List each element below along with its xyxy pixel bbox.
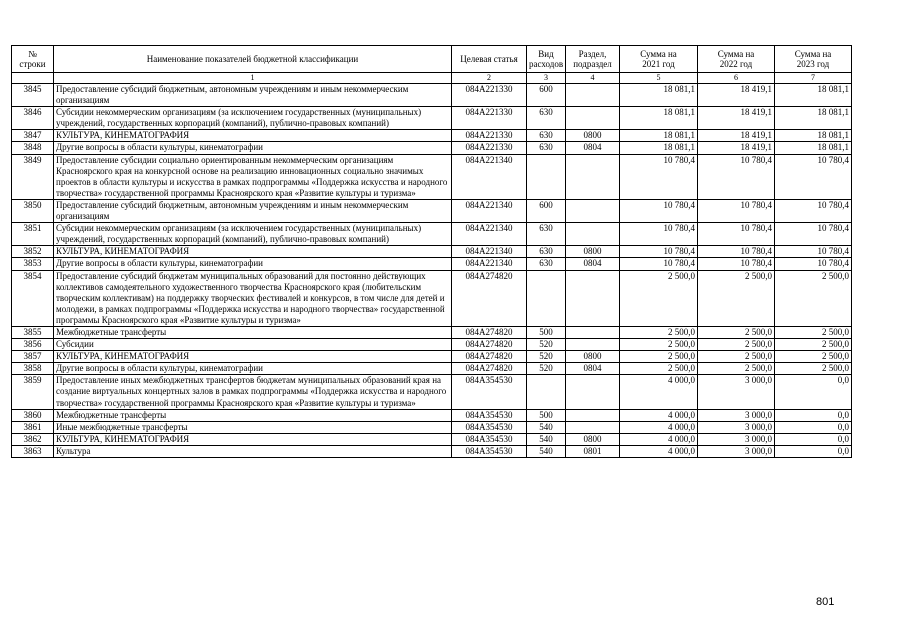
- sum-2022: 10 780,4: [698, 223, 775, 246]
- header-sum-2022: Сумма на 2022 год: [698, 46, 775, 73]
- target-article: 084A221340: [452, 246, 527, 258]
- sum-2022: 3 000,0: [698, 445, 775, 457]
- table-row: [12, 84, 852, 107]
- sum-2021: 18 081,1: [620, 107, 698, 130]
- sum-2022: 18 419,1: [698, 107, 775, 130]
- target-article: 084A354530: [452, 375, 527, 409]
- row-number: 3860: [12, 409, 54, 421]
- section-code: 0804: [566, 258, 620, 270]
- target-article: 084A221340: [452, 199, 527, 222]
- section-code: 0800: [566, 246, 620, 258]
- row-number: 3847: [12, 130, 54, 142]
- header-sum-2021: Сумма на 2021 год: [620, 46, 698, 73]
- table-row: [12, 199, 852, 222]
- sum-2023: 10 780,4: [775, 154, 852, 199]
- sum-2023: 18 081,1: [775, 107, 852, 130]
- target-article: 084A274820: [452, 339, 527, 351]
- section-code: [566, 223, 620, 246]
- section-code: 0801: [566, 445, 620, 457]
- column-number: 1: [54, 73, 452, 84]
- table-row: [12, 246, 852, 258]
- table-row: [12, 351, 852, 363]
- row-name: КУЛЬТУРА, КИНЕМАТОГРАФИЯ: [54, 351, 452, 363]
- expense-kind: 540: [527, 445, 566, 457]
- expense-kind: 630: [527, 107, 566, 130]
- row-number: 3858: [12, 363, 54, 375]
- row-name: Предоставление иных межбюджетных трансфертов бюджетам муниципальных образований края на создание виртуальных концертных залов в рамках подпрограммы «Поддержка искусства и народного творчества» государственной программы Красноярского края «Развитие культуры и туризма»: [54, 375, 452, 409]
- sum-2023: 18 081,1: [775, 84, 852, 107]
- sum-2022: 10 780,4: [698, 258, 775, 270]
- page-number: 801: [816, 596, 835, 608]
- sum-2023: 18 081,1: [775, 142, 852, 154]
- table-row: [12, 421, 852, 433]
- section-code: 0800: [566, 351, 620, 363]
- sum-2023: 0,0: [775, 421, 852, 433]
- table-header-row: [12, 46, 852, 73]
- sum-2021: 2 500,0: [620, 326, 698, 338]
- row-number: 3855: [12, 326, 54, 338]
- row-name: Предоставление субсидии социально ориентированным некоммерческим организациям Красноярского края на конкурсной основе на реализацию инновационных социально значимых проектов в области культуры и искусства в рамках подпрограммы «Поддержка искусства и народного творчества» государственной программы Красноярского края «Развитие культуры и туризма»: [54, 154, 452, 199]
- row-name: Культура: [54, 445, 452, 457]
- sum-2023: 0,0: [775, 445, 852, 457]
- sum-2021: 10 780,4: [620, 199, 698, 222]
- target-article: 084A354530: [452, 445, 527, 457]
- row-number: 3856: [12, 339, 54, 351]
- sum-2021: 4 000,0: [620, 421, 698, 433]
- expense-kind: 500: [527, 326, 566, 338]
- column-number: 7: [775, 73, 852, 84]
- header-name: Наименование показателей бюджетной классификации: [54, 46, 452, 73]
- table-row: [12, 375, 852, 409]
- sum-2023: 18 081,1: [775, 130, 852, 142]
- sum-2023: 10 780,4: [775, 223, 852, 246]
- table-row: [12, 142, 852, 154]
- table-row: [12, 326, 852, 338]
- section-code: 0800: [566, 433, 620, 445]
- expense-kind: 500: [527, 409, 566, 421]
- sum-2021: 10 780,4: [620, 154, 698, 199]
- target-article: 084A221330: [452, 142, 527, 154]
- row-name: Межбюджетные трансферты: [54, 409, 452, 421]
- column-number: 4: [566, 73, 620, 84]
- header-kind: Вид расходов: [527, 46, 566, 73]
- table-row: [12, 445, 852, 457]
- section-code: [566, 339, 620, 351]
- sum-2022: 18 419,1: [698, 84, 775, 107]
- row-number: 3846: [12, 107, 54, 130]
- expense-kind: 540: [527, 433, 566, 445]
- section-code: 0804: [566, 363, 620, 375]
- section-code: 0804: [566, 142, 620, 154]
- sum-2021: 10 780,4: [620, 246, 698, 258]
- target-article: 084A221330: [452, 84, 527, 107]
- row-name: Предоставление субсидий бюджетным, автономным учреждениям и иным некоммерческим организациям: [54, 84, 452, 107]
- expense-kind: 600: [527, 199, 566, 222]
- target-article: 084A221340: [452, 258, 527, 270]
- table-row: [12, 339, 852, 351]
- table-row: [12, 223, 852, 246]
- row-number: 3857: [12, 351, 54, 363]
- sum-2022: 10 780,4: [698, 246, 775, 258]
- section-code: [566, 199, 620, 222]
- expense-kind: 630: [527, 130, 566, 142]
- row-name: КУЛЬТУРА, КИНЕМАТОГРАФИЯ: [54, 130, 452, 142]
- row-name: Другие вопросы в области культуры, кинематографии: [54, 258, 452, 270]
- section-code: [566, 326, 620, 338]
- section-code: 0800: [566, 130, 620, 142]
- section-code: [566, 107, 620, 130]
- section-code: [566, 84, 620, 107]
- section-code: [566, 154, 620, 199]
- row-name: Субсидии некоммерческим организациям (за исключением государственных (муниципальных) учреждений, государственных корпораций (компаний), публично-правовых компаний): [54, 107, 452, 130]
- table-row: [12, 107, 852, 130]
- target-article: 084A354530: [452, 421, 527, 433]
- sum-2021: 18 081,1: [620, 130, 698, 142]
- row-name: Другие вопросы в области культуры, кинематографии: [54, 142, 452, 154]
- sum-2023: 2 500,0: [775, 363, 852, 375]
- sum-2021: 10 780,4: [620, 258, 698, 270]
- expense-kind: 520: [527, 363, 566, 375]
- expense-kind: [527, 154, 566, 199]
- header-target: Целевая статья: [452, 46, 527, 73]
- section-code: [566, 421, 620, 433]
- row-number: 3848: [12, 142, 54, 154]
- target-article: 084A221340: [452, 154, 527, 199]
- target-article: 084A274820: [452, 351, 527, 363]
- table-row: [12, 270, 852, 326]
- expense-kind: 540: [527, 421, 566, 433]
- row-number: 3851: [12, 223, 54, 246]
- table-row: [12, 154, 852, 199]
- sum-2021: 10 780,4: [620, 223, 698, 246]
- expense-kind: 520: [527, 351, 566, 363]
- row-number: 3854: [12, 270, 54, 326]
- column-number: 6: [698, 73, 775, 84]
- sum-2022: 3 000,0: [698, 375, 775, 409]
- sum-2021: 2 500,0: [620, 270, 698, 326]
- sum-2023: 2 500,0: [775, 270, 852, 326]
- sum-2022: 18 419,1: [698, 142, 775, 154]
- sum-2021: 2 500,0: [620, 351, 698, 363]
- column-number: [12, 73, 54, 84]
- row-name: КУЛЬТУРА, КИНЕМАТОГРАФИЯ: [54, 246, 452, 258]
- table-row: [12, 363, 852, 375]
- sum-2021: 4 000,0: [620, 433, 698, 445]
- row-number: 3849: [12, 154, 54, 199]
- sum-2023: 10 780,4: [775, 199, 852, 222]
- target-article: 084A221330: [452, 130, 527, 142]
- target-article: 084A274820: [452, 363, 527, 375]
- section-code: [566, 409, 620, 421]
- sum-2022: 2 500,0: [698, 326, 775, 338]
- header-sum-2023: Сумма на 2023 год: [775, 46, 852, 73]
- row-number: 3861: [12, 421, 54, 433]
- table-row: [12, 130, 852, 142]
- row-name: Иные межбюджетные трансферты: [54, 421, 452, 433]
- expense-kind: [527, 375, 566, 409]
- sum-2022: 3 000,0: [698, 409, 775, 421]
- target-article: 084A274820: [452, 270, 527, 326]
- sum-2022: 18 419,1: [698, 130, 775, 142]
- target-article: 084A221330: [452, 107, 527, 130]
- sum-2022: 3 000,0: [698, 433, 775, 445]
- row-number: 3862: [12, 433, 54, 445]
- expense-kind: 520: [527, 339, 566, 351]
- expense-kind: [527, 270, 566, 326]
- expense-kind: 630: [527, 223, 566, 246]
- row-number: 3853: [12, 258, 54, 270]
- row-number: 3850: [12, 199, 54, 222]
- row-name: КУЛЬТУРА, КИНЕМАТОГРАФИЯ: [54, 433, 452, 445]
- target-article: 084A354530: [452, 409, 527, 421]
- target-article: 084A274820: [452, 326, 527, 338]
- sum-2022: 2 500,0: [698, 351, 775, 363]
- sum-2023: 2 500,0: [775, 326, 852, 338]
- section-code: [566, 270, 620, 326]
- sum-2021: 4 000,0: [620, 409, 698, 421]
- sum-2022: 10 780,4: [698, 199, 775, 222]
- table-row: [12, 258, 852, 270]
- budget-table: [11, 45, 852, 458]
- sum-2021: 2 500,0: [620, 339, 698, 351]
- sum-2022: 2 500,0: [698, 363, 775, 375]
- sum-2023: 10 780,4: [775, 258, 852, 270]
- column-number: 3: [527, 73, 566, 84]
- sum-2023: 2 500,0: [775, 339, 852, 351]
- row-name: Межбюджетные трансферты: [54, 326, 452, 338]
- sum-2021: 4 000,0: [620, 445, 698, 457]
- sum-2022: 2 500,0: [698, 339, 775, 351]
- row-number: 3852: [12, 246, 54, 258]
- header-row-no: № строки: [12, 46, 54, 73]
- sum-2021: 18 081,1: [620, 84, 698, 107]
- expense-kind: 630: [527, 142, 566, 154]
- column-number: 2: [452, 73, 527, 84]
- sum-2022: 2 500,0: [698, 270, 775, 326]
- sum-2023: 0,0: [775, 375, 852, 409]
- sum-2023: 10 780,4: [775, 246, 852, 258]
- table-row: [12, 409, 852, 421]
- row-name: Предоставление субсидий бюджетам муниципальных образований для постоянно действующих коллективов самодеятельного художественного творчества Красноярского края (любительским творческим коллективам) на поддержку творческих фестивалей и конкурсов, в том числе для детей и молодежи, в рамках подпрограммы «Поддержка искусства и народного творчества» государственной программы Красноярского края «Развитие культуры и туризма»: [54, 270, 452, 326]
- sum-2023: 2 500,0: [775, 351, 852, 363]
- sum-2022: 3 000,0: [698, 421, 775, 433]
- sum-2023: 0,0: [775, 433, 852, 445]
- table-row: [12, 433, 852, 445]
- column-number: 5: [620, 73, 698, 84]
- sum-2021: 18 081,1: [620, 142, 698, 154]
- row-name: Субсидии: [54, 339, 452, 351]
- sum-2022: 10 780,4: [698, 154, 775, 199]
- row-number: 3859: [12, 375, 54, 409]
- expense-kind: 600: [527, 84, 566, 107]
- sum-2023: 0,0: [775, 409, 852, 421]
- target-article: 084A354530: [452, 433, 527, 445]
- section-code: [566, 375, 620, 409]
- column-number-row: [12, 73, 852, 84]
- header-section: Раздел, подраздел: [566, 46, 620, 73]
- row-number: 3845: [12, 84, 54, 107]
- row-name: Предоставление субсидий бюджетным, автономным учреждениям и иным некоммерческим организациям: [54, 199, 452, 222]
- row-name: Другие вопросы в области культуры, кинематографии: [54, 363, 452, 375]
- row-name: Субсидии некоммерческим организациям (за исключением государственных (муниципальных) учреждений, государственных корпораций (компаний), публично-правовых компаний): [54, 223, 452, 246]
- row-number: 3863: [12, 445, 54, 457]
- sum-2021: 2 500,0: [620, 363, 698, 375]
- expense-kind: 630: [527, 246, 566, 258]
- target-article: 084A221340: [452, 223, 527, 246]
- sum-2021: 4 000,0: [620, 375, 698, 409]
- expense-kind: 630: [527, 258, 566, 270]
